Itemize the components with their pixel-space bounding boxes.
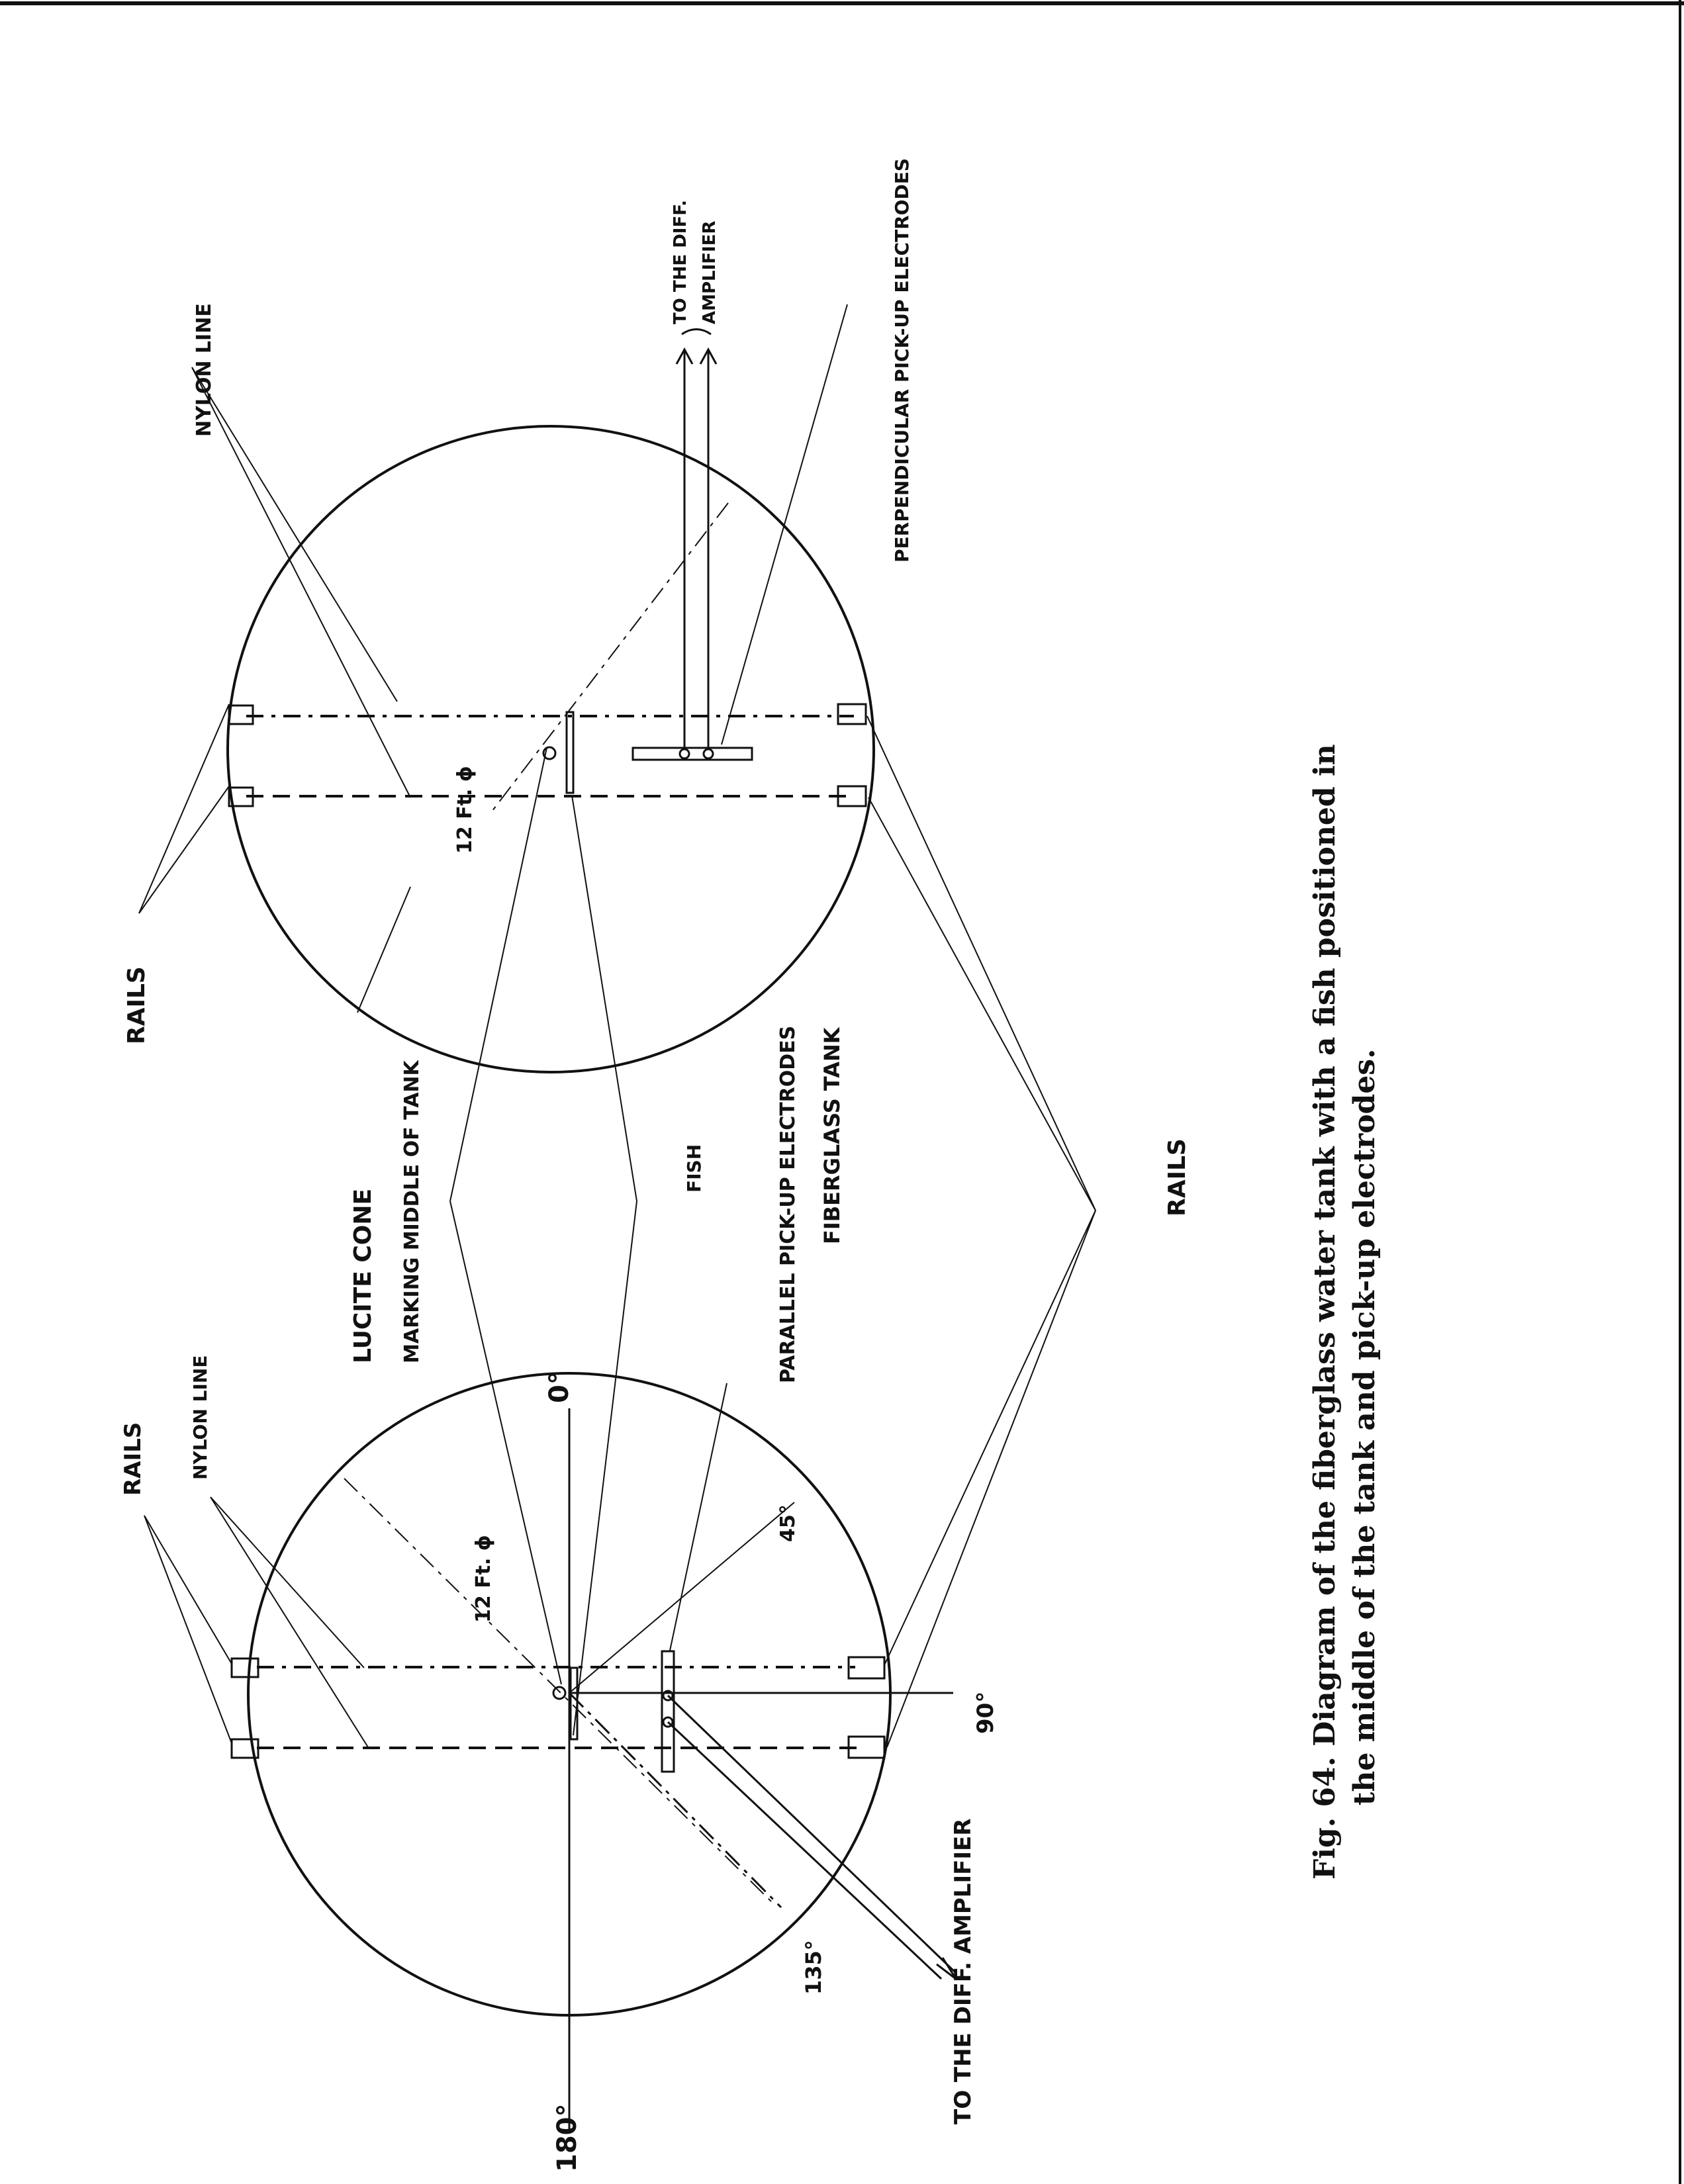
leader-lucite-left [450, 1201, 561, 1684]
right-rail-block-tr [838, 704, 866, 724]
label-nylon-line-left [189, 1355, 211, 1480]
left-tank-axis-135 [569, 1693, 781, 1907]
svg-text:0°: 0° [544, 1371, 575, 1403]
label-nylon-line-right [193, 303, 216, 437]
leader-perpendicular-electrodes [722, 304, 847, 745]
leader-fish-right [572, 796, 637, 1201]
label-angle-0 [544, 1371, 575, 1403]
left-lead-1 [668, 1696, 957, 1974]
label-angle-135 [801, 1940, 826, 1995]
label-rails-left [120, 1422, 146, 1496]
label-to-diff-amp-right-2 [700, 220, 720, 324]
leader-parallel-electrodes [670, 1383, 727, 1651]
leader-rails-mid-b [887, 1210, 1096, 1747]
svg-text:FIBERGLASS TANK: FIBERGLASS TANK [819, 1027, 845, 1244]
svg-text:45°: 45° [776, 1504, 800, 1542]
label-fish [683, 1144, 705, 1193]
leader-fish-left [573, 1201, 637, 1735]
label-diameter-left [472, 1535, 495, 1623]
right-perpendicular-electrode-bar [633, 748, 752, 760]
svg-text:90°: 90° [972, 1691, 999, 1734]
svg-text:AMPLIFIER: AMPLIFIER [700, 220, 720, 324]
label-rails-right [123, 966, 150, 1044]
svg-text:FISH: FISH [683, 1144, 705, 1193]
label-rails-middle [1164, 1138, 1191, 1216]
leader-diameter-right [357, 887, 410, 1013]
right-tank-circle [228, 426, 874, 1072]
svg-text:TO THE DIFF.: TO THE DIFF. [671, 199, 690, 324]
svg-text:PARALLEL PICK-UP ELECTRODES: PARALLEL PICK-UP ELECTRODES [776, 1025, 800, 1383]
label-fiberglass-tank [819, 1026, 845, 1244]
left-rail-block-tl [232, 1659, 258, 1677]
leader-rails-right-a [139, 704, 229, 913]
label-to-diff-amp-right-1 [671, 200, 690, 324]
figure-caption-line-1 [1308, 744, 1342, 1880]
label-lucite-cone-1 [350, 1189, 377, 1363]
label-angle-45 [776, 1504, 800, 1542]
label-lucite-cone-2 [400, 1059, 424, 1363]
svg-text:RAILS: RAILS [1164, 1138, 1191, 1216]
svg-text:the middle of the tank and pic: the middle of the tank and pick-up electrodes. [1348, 1048, 1381, 1805]
svg-text:135°: 135° [801, 1940, 826, 1995]
right-lead-brace [682, 330, 711, 335]
right-electrode-1 [680, 749, 689, 758]
leader-rails-right-b [139, 786, 229, 913]
leader-nylon-left-a [210, 1497, 364, 1668]
svg-text:RAILS: RAILS [120, 1422, 146, 1496]
label-parallel-electrodes [776, 1026, 800, 1383]
svg-text:TO THE DIFF. AMPLIFIER: TO THE DIFF. AMPLIFIER [950, 1818, 976, 2124]
svg-text:Fig. 64. Diagram of the fiber: Fig. 64. Diagram of the fiberglass water tank with a fish positioned in [1308, 744, 1342, 1880]
right-tank-diameter-line [490, 503, 728, 814]
figure-caption-line-2 [1348, 1049, 1381, 1805]
left-parallel-electrode-bar [662, 1651, 674, 1772]
leader-rails-mid-c [867, 716, 1096, 1210]
left-lucite-cone-marker [553, 1687, 565, 1699]
svg-text:LUCITE CONE: LUCITE CONE [350, 1188, 377, 1363]
svg-text:NYLON LINE: NYLON LINE [193, 303, 216, 437]
svg-text:PERPENDICULAR PICK-UP ELECTROD: PERPENDICULAR PICK-UP ELECTRODES [891, 158, 913, 563]
svg-text:12 Ft. ϕ: 12 Ft. ϕ [472, 1535, 495, 1623]
left-tank-diameter-line [344, 1479, 774, 1905]
svg-text:MARKING MIDDLE OF TANK: MARKING MIDDLE OF TANK [400, 1060, 424, 1363]
leader-nylon-right-a [192, 367, 397, 702]
right-electrode-2 [704, 749, 713, 758]
label-angle-180 [552, 2104, 583, 2173]
label-perpendicular-electrodes [891, 158, 913, 563]
leader-rails-left-a [144, 1516, 232, 1664]
label-diameter-right [453, 766, 477, 854]
svg-text:RAILS: RAILS [123, 966, 150, 1044]
right-fish [567, 712, 573, 793]
label-to-diff-amp-left [950, 1819, 976, 2124]
svg-text:12 Ft. ϕ: 12 Ft. ϕ [453, 766, 477, 854]
leader-rails-left-b [144, 1516, 232, 1743]
leader-nylon-right-b [192, 367, 410, 797]
svg-text:180°: 180° [552, 2103, 583, 2172]
label-angle-90 [972, 1692, 999, 1734]
svg-text:NYLON LINE: NYLON LINE [189, 1355, 211, 1480]
leader-rails-mid-d [868, 797, 1096, 1210]
leader-rails-mid-a [884, 1210, 1096, 1665]
